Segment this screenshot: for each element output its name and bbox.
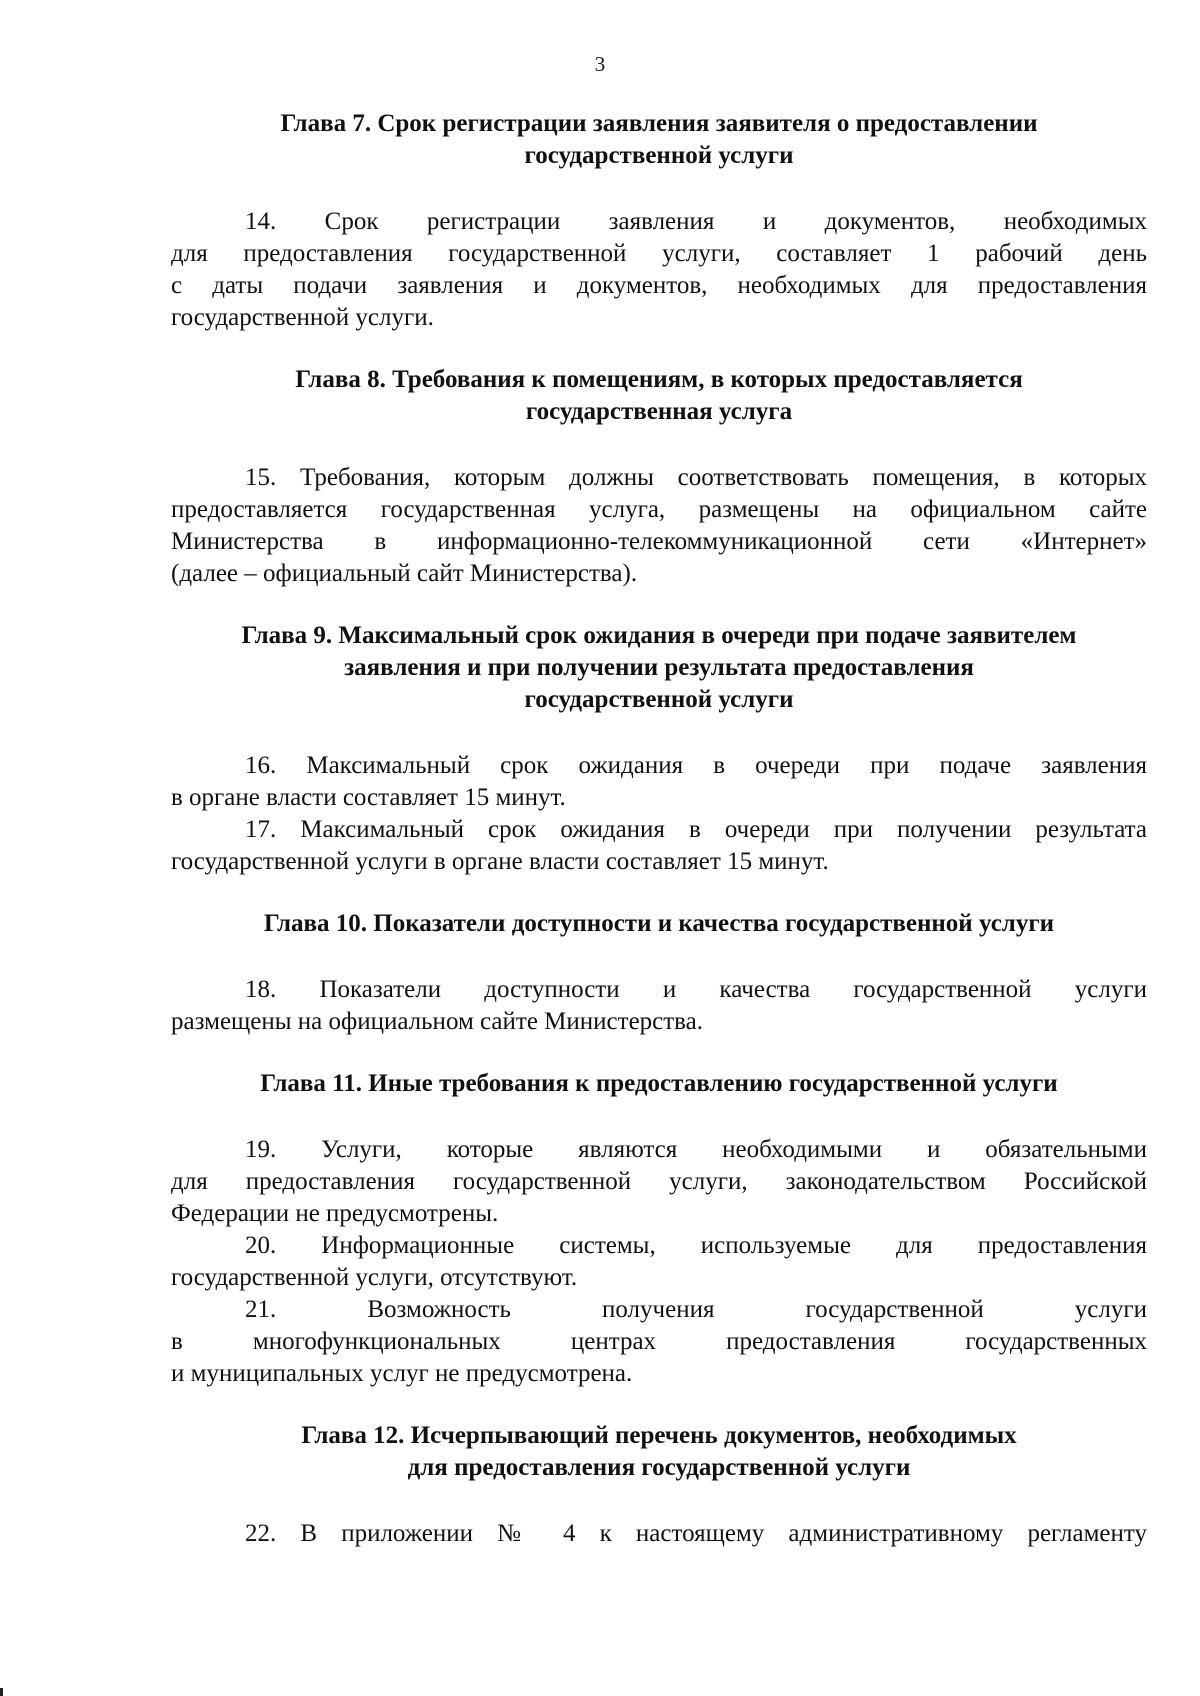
heading-spacer xyxy=(171,1484,1147,1518)
chapter-heading xyxy=(171,908,1147,940)
clause-first-line: 14. Срок регистрации заявления и документов, необходимых xyxy=(245,208,1147,235)
clause-line: размещены на официальном сайте Министерства. xyxy=(171,1008,704,1035)
clause-first-line: 19. Услуги, которые являются необходимыми и обязательными xyxy=(245,1136,1147,1163)
clause-paragraph xyxy=(171,974,1147,1038)
clause-paragraph xyxy=(171,206,1147,334)
heading-line: для предоставления государственной услуги xyxy=(407,1454,911,1481)
heading-spacer xyxy=(171,1100,1147,1134)
chapter-heading xyxy=(171,620,1147,716)
clause-line: в многофункциональных центрах предоставления государственных xyxy=(171,1328,1147,1355)
heading-line: заявления и при получении результата предоставления xyxy=(344,654,974,681)
clause-line: для предоставления государственной услуги, составляет 1 рабочий день xyxy=(171,240,1147,267)
clause-line: предоставляется государственная услуга, размещены на официальном сайте xyxy=(171,496,1147,523)
clause-line: государственной услуги, отсутствуют. xyxy=(171,1264,578,1291)
clause-paragraph xyxy=(171,1518,1147,1550)
scan-mark xyxy=(0,1688,3,1696)
clause-paragraph xyxy=(171,814,1147,878)
heading-line: Глава 11. Иные требования к предоставлению государственной услуги xyxy=(260,1070,1058,1097)
clause-line: государственной услуги. xyxy=(171,304,434,331)
section-spacer xyxy=(171,1038,1147,1068)
clause-first-line: 18. Показатели доступности и качества государственной услуги xyxy=(245,976,1147,1003)
clause-first-line: 17. Максимальный срок ожидания в очереди при получении результата xyxy=(245,816,1147,843)
heading-spacer xyxy=(171,172,1147,206)
clause-first-line: 15. Требования, которым должны соответствовать помещения, в которых xyxy=(245,464,1147,491)
chapter-heading xyxy=(171,1068,1147,1100)
clause-paragraph xyxy=(171,1230,1147,1294)
heading-line: Глава 8. Требования к помещениям, в которых предоставляется xyxy=(295,366,1023,393)
page-number: 3 xyxy=(594,52,606,76)
chapter-heading xyxy=(171,1420,1147,1484)
clause-line: Федерации не предусмотрены. xyxy=(171,1200,499,1227)
clause-paragraph xyxy=(171,750,1147,814)
heading-line: Глава 10. Показатели доступности и качества государственной услуги xyxy=(263,910,1055,937)
section-spacer xyxy=(171,1390,1147,1420)
chapter-heading xyxy=(171,108,1147,172)
clause-first-line: 21. Возможность получения государственной услуги xyxy=(245,1296,1147,1323)
section-spacer xyxy=(171,334,1147,364)
clause-first-line: 20. Информационные системы, используемые для предоставления xyxy=(245,1232,1147,1259)
document-body xyxy=(171,108,1147,1550)
section-spacer xyxy=(171,590,1147,620)
clause-paragraph xyxy=(171,1294,1147,1390)
heading-spacer xyxy=(171,428,1147,462)
heading-line: государственной услуги xyxy=(524,686,794,713)
clause-line: с даты подачи заявления и документов, необходимых для предоставления xyxy=(171,272,1147,299)
clause-paragraph xyxy=(171,1134,1147,1230)
heading-line: государственная услуга xyxy=(525,398,793,425)
clause-line: (далее – официальный сайт Министерства). xyxy=(171,560,638,587)
clause-line: для предоставления государственной услуги, законодательством Российской xyxy=(171,1168,1147,1195)
clause-first-line: 22. В приложении № 4 к настоящему административному регламенту xyxy=(245,1520,1147,1547)
section-spacer xyxy=(171,878,1147,908)
chapter-heading xyxy=(171,364,1147,428)
clause-first-line: 16. Максимальный срок ожидания в очереди при подаче заявления xyxy=(245,752,1147,779)
clause-paragraph xyxy=(171,462,1147,590)
clause-line: государственной услуги в органе власти составляет 15 минут. xyxy=(171,848,829,875)
clause-line: и муниципальных услуг не предусмотрена. xyxy=(171,1360,633,1387)
clause-line: в органе власти составляет 15 минут. xyxy=(171,784,566,811)
heading-line: государственной услуги xyxy=(524,142,794,169)
heading-line: Глава 9. Максимальный срок ожидания в очереди при подаче заявителем xyxy=(241,622,1077,649)
clause-line: Министерства в информационно-телекоммуникационной сети «Интернет» xyxy=(171,528,1147,555)
heading-line: Глава 12. Исчерпывающий перечень документов, необходимых xyxy=(301,1422,1017,1449)
heading-line: Глава 7. Срок регистрации заявления заявителя о предоставлении xyxy=(280,110,1038,137)
heading-spacer xyxy=(171,940,1147,974)
heading-spacer xyxy=(171,716,1147,750)
